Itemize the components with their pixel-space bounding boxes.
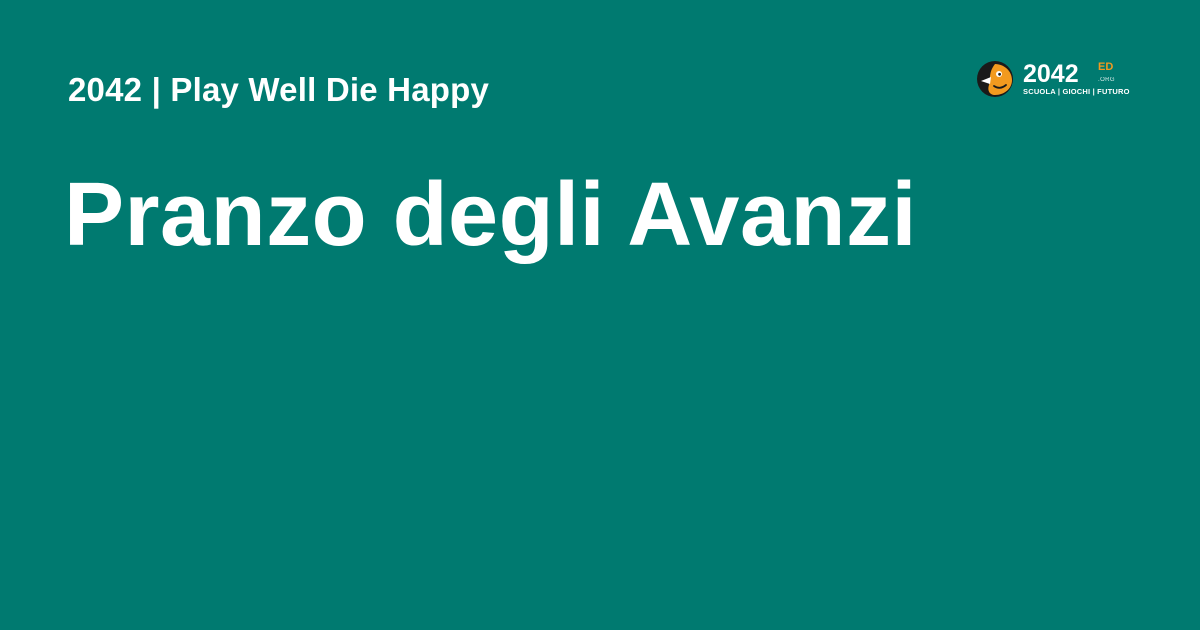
page-title: Pranzo degli Avanzi	[64, 165, 917, 265]
logo-suffix: .ORG	[1098, 77, 1115, 83]
mascot-pupil	[998, 73, 1001, 76]
logo-tagline: SCUOLA | GIOCHI | FUTURO	[1023, 87, 1130, 96]
logo-superscript: ED	[1098, 61, 1114, 73]
site-name: 2042 | Play Well Die Happy	[68, 71, 490, 108]
logo-wordmark: 2042	[1023, 60, 1079, 88]
brand-logo	[976, 59, 1130, 101]
mascot-icon	[976, 60, 1014, 98]
